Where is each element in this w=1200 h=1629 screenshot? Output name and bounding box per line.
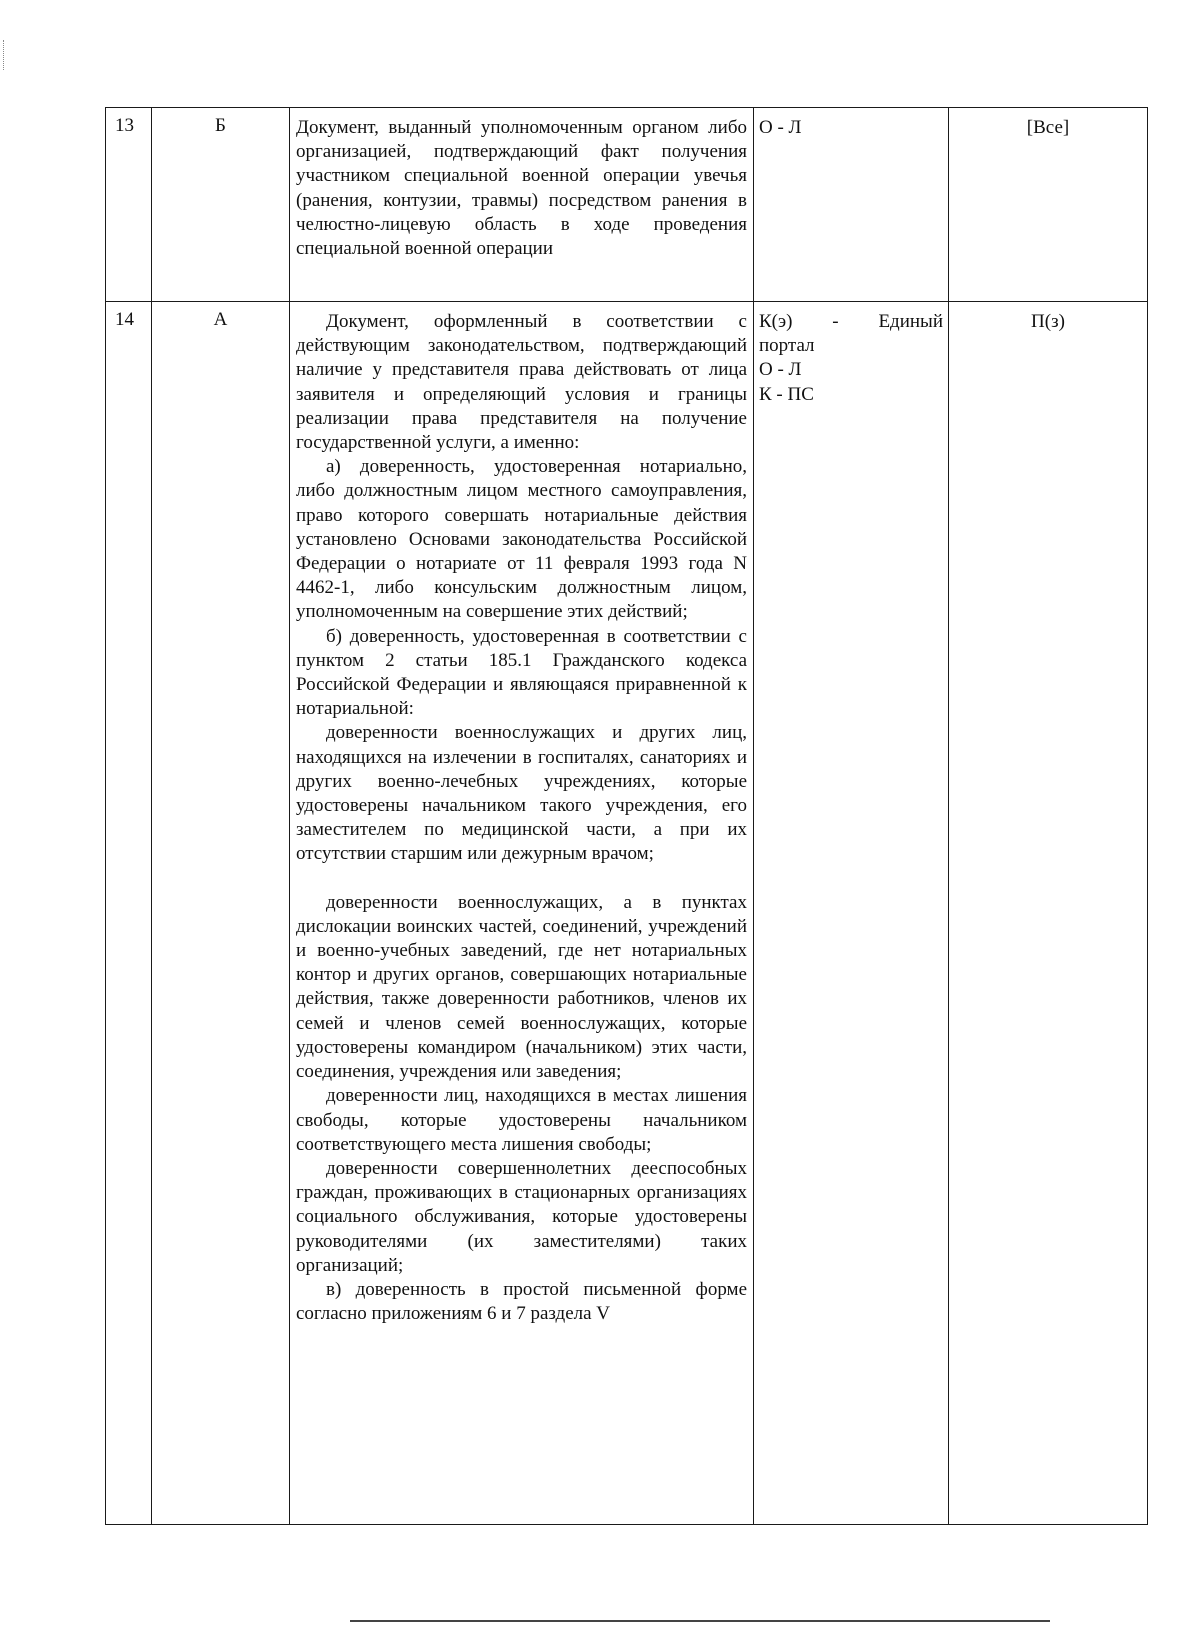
table-row: [106, 302, 1148, 1525]
description-paragraph: доверенности военнослужащих, а в пунктах дислокации воинских частей, соединений, учреждений и военно-учебных заведений, где нет нотариальных контор и других органов, совершающих нотариальные действия, также доверенности работников, членов их семей и членов семей военнослужащих, которые удостоверены командиром (начальником) этих части, соединения, учреждения или заведения;: [296, 891, 747, 1083]
row-description: [290, 108, 754, 302]
submission-mode-line: О - Л: [759, 359, 802, 381]
row-submission-mode: [754, 302, 949, 1525]
row-description: [290, 302, 754, 1525]
description-paragraph: Документ, оформленный в соответствии с действующим законодательством, подтверждающий наличие у представителя права действовать от лица заявителя и определяющий условия и границы реализации права представителя на получение государственной услуги, а именно:: [296, 311, 747, 454]
paragraph-gap: [296, 867, 747, 891]
description-paragraph: доверенности совершеннолетних дееспособных граждан, проживающих в стационарных организациях социального обслуживания, которые удостоверены руководителями (их заместителями) таких организаций;: [296, 1157, 747, 1276]
row-applicant-category: П(з): [949, 302, 1148, 1525]
description-paragraph: Документ, выданный уполномоченным органом либо организацией, подтверждающий факт получения участником специальной военной операции увечья (ранения, контузии, травмы) посредством ранения в челюстно-лицевую область в ходе проведения специальной военной операции: [296, 117, 747, 260]
scan-edge-line: [350, 1620, 1050, 1622]
description-paragraph: доверенности военнослужащих и других лиц, находящихся на излечении в госпиталях, санаториях и других военно-лечебных учреждениях, которые удостоверены начальником такого учреждения, его заместителем по медицинской части, а при их отсутствии старшим или дежурным врачом;: [296, 722, 747, 865]
row-category: Б: [152, 108, 290, 302]
row-number: 13: [106, 108, 152, 302]
submission-mode-line: О - Л: [759, 117, 802, 138]
description-paragraph: доверенности лиц, находящихся в местах лишения свободы, которые удостоверены начальником соответствующего места лишения свободы;: [296, 1085, 747, 1155]
row-applicant-category: [Все]: [949, 108, 1148, 302]
submission-mode-line: К(э) - Единый: [759, 311, 943, 332]
submission-mode-line: К - ПС: [759, 383, 814, 405]
row-submission-mode: [754, 108, 949, 302]
description-paragraph: в) доверенность в простой письменной форме согласно приложениям 6 и 7 раздела V: [296, 1278, 747, 1325]
documents-table: [105, 107, 1148, 1525]
scan-artifact: [3, 40, 10, 70]
table-row: [106, 108, 1148, 302]
row-category: А: [152, 302, 290, 1525]
row-number: 14: [106, 302, 152, 1525]
submission-mode-line: портал: [759, 335, 815, 357]
description-paragraph: б) доверенность, удостоверенная в соответствии с пунктом 2 статьи 185.1 Гражданского кодекса Российской Федерации и являющаяся приравненной к нотариальной:: [296, 625, 747, 720]
description-paragraph: а) доверенность, удостоверенная нотариально, либо должностным лицом местного самоуправления, право которого совершать нотариальные действия установлено Основами законодательства Российской Федерации о нотариате от 11 февраля 1993 года N 4462-1, либо консульским должностным лицом, уполномоченным на совершение этих действий;: [296, 456, 747, 623]
